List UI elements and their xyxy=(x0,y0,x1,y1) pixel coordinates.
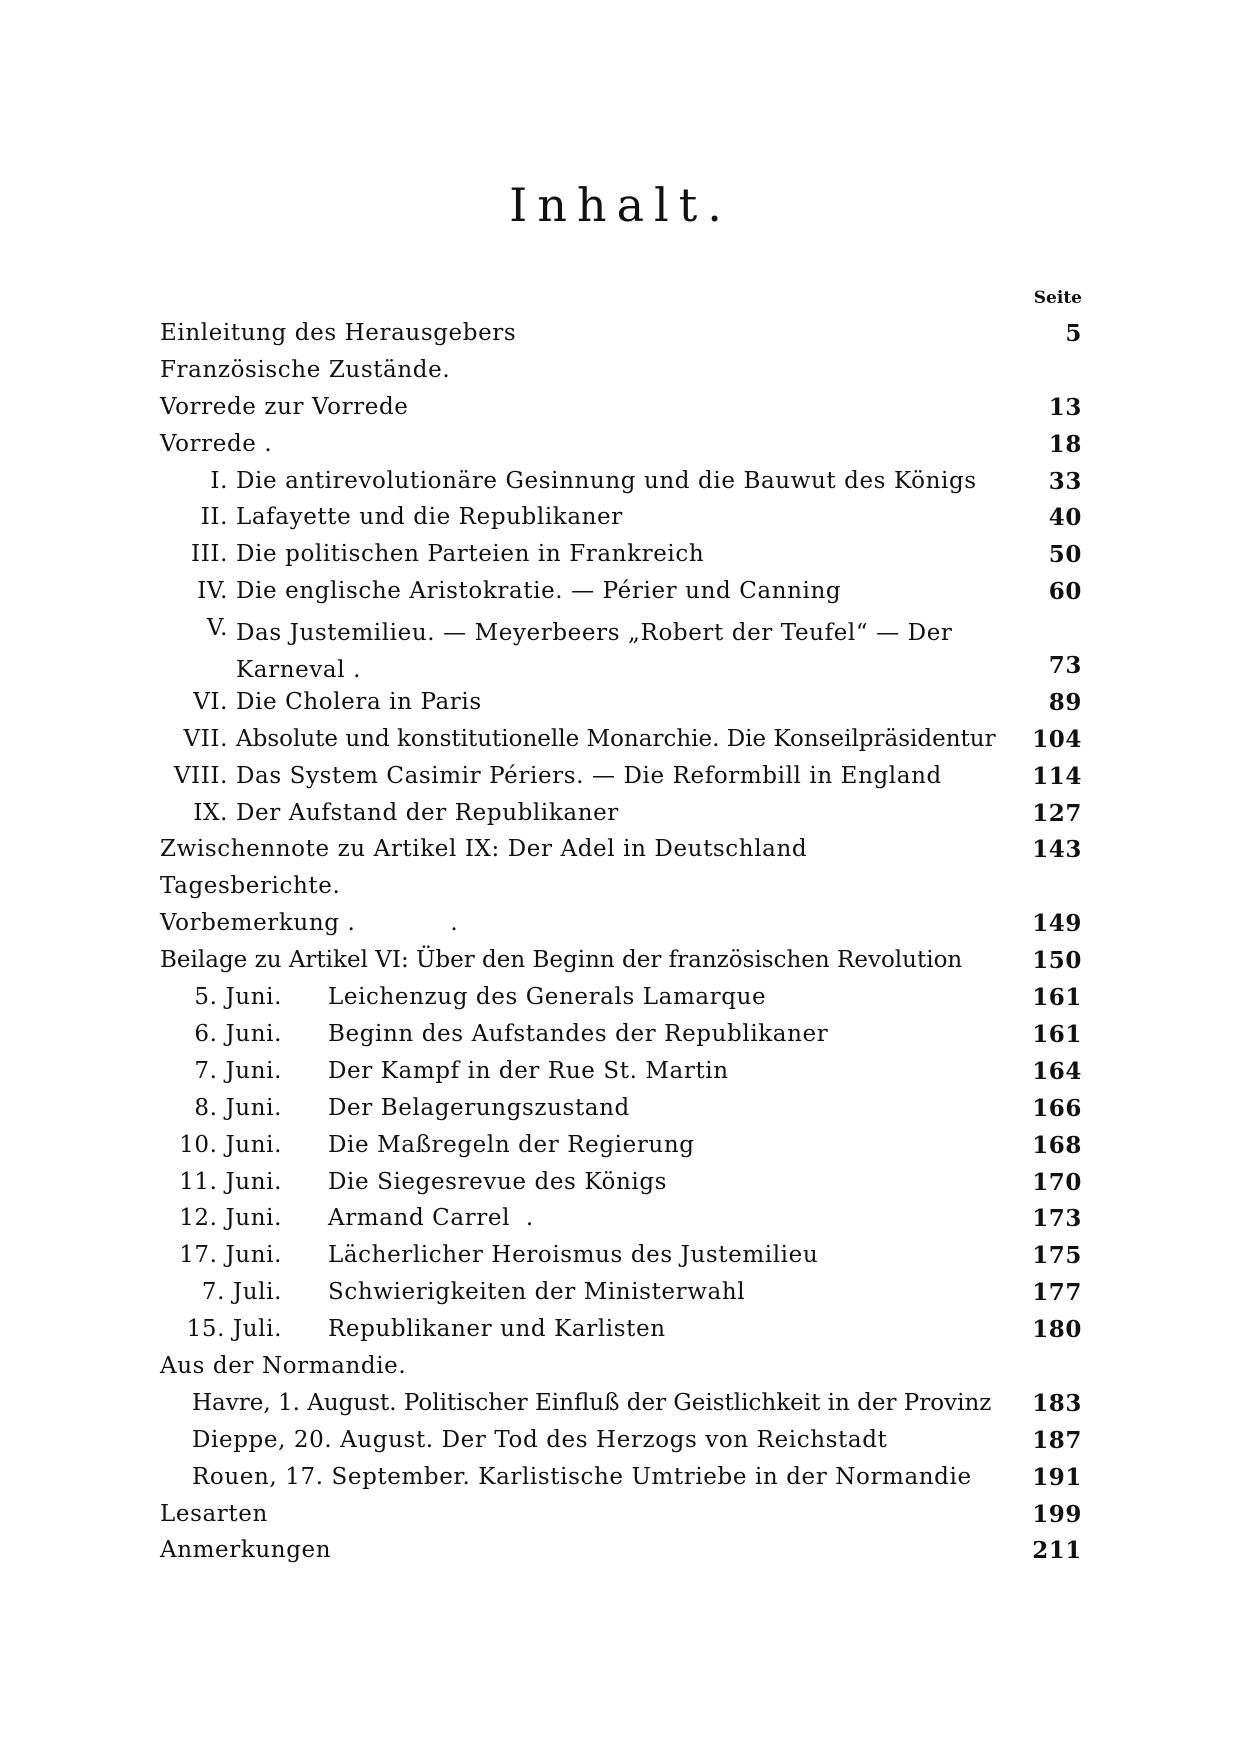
toc-entry-title: Schwierigkeiten der Ministerwahl xyxy=(328,1279,746,1306)
toc-entry xyxy=(0,1390,1241,1427)
toc-entry xyxy=(0,1427,1241,1464)
toc-entry-title: Republikaner und Karlisten xyxy=(328,1316,666,1343)
toc-section-heading xyxy=(0,357,1241,394)
toc-entry-page: 199 xyxy=(1032,1500,1082,1528)
page-title: Inhalt. xyxy=(509,178,732,232)
toc-entry xyxy=(0,1132,1241,1169)
toc-entry-page: 127 xyxy=(1032,799,1082,827)
toc-entry-date: 10. Juni. xyxy=(179,1131,282,1158)
toc-entry-date: 5. Juni. xyxy=(194,984,282,1011)
page-column-header: Seite xyxy=(1033,288,1082,308)
toc-entry-title: Vorbemerkung . . xyxy=(160,910,459,937)
toc-entry xyxy=(0,320,1241,357)
toc-entry-page: 114 xyxy=(1032,762,1082,790)
toc-entry-title: Die Maßregeln der Regierung xyxy=(328,1131,695,1158)
toc-entry xyxy=(0,836,1241,873)
toc-entry-page: 143 xyxy=(1032,836,1082,864)
toc-entry-title: Das System Casimir Périers. — Die Reformbill in England xyxy=(236,762,942,789)
toc-entry xyxy=(0,1316,1241,1353)
toc-entry-number: V. xyxy=(206,615,228,642)
toc-entry-title: Rouen, 17. September. Karlistische Umtriebe in der Normandie xyxy=(192,1463,972,1490)
toc-entry-title: Dieppe, 20. August. Der Tod des Herzogs von Reichstadt xyxy=(192,1426,888,1453)
toc-entry xyxy=(0,763,1241,800)
toc-entry-number: VIII. xyxy=(173,762,228,789)
toc-entry-date: 6. Juni. xyxy=(194,1020,282,1047)
toc-entry xyxy=(0,800,1241,837)
toc-entry xyxy=(0,1205,1241,1242)
toc-entry-number: VII. xyxy=(183,725,228,752)
toc-entry-date: 7. Juni. xyxy=(194,1057,282,1084)
toc-entry-page: 177 xyxy=(1032,1279,1082,1307)
toc-section-heading xyxy=(0,1353,1241,1390)
toc-entry-title: Die Cholera in Paris xyxy=(236,688,482,715)
toc-entry-title: Das Justemilieu. — Meyerbeers „Robert der Teufel“ — Der Karneval . xyxy=(236,620,953,684)
toc-entry-title: Einleitung des Herausgebers xyxy=(160,320,517,346)
toc-entry-date: 12. Juni. xyxy=(179,1205,282,1232)
toc-entry-page: 104 xyxy=(1032,725,1082,753)
toc-entry-page: 173 xyxy=(1032,1205,1082,1233)
toc-section-heading xyxy=(0,873,1241,910)
toc-entry-title: Anmerkungen xyxy=(160,1537,332,1564)
toc-entry xyxy=(0,468,1241,505)
toc-entry-number: I. xyxy=(210,467,228,494)
toc-entry xyxy=(0,1058,1241,1095)
toc-entry-title: Der Aufstand der Republikaner xyxy=(236,799,619,826)
toc-entry-title: Beilage zu Artikel VI: Über den Beginn der französischen Revolution xyxy=(160,947,963,974)
toc-entry-number: III. xyxy=(191,541,228,568)
toc-entry-date: 8. Juni. xyxy=(194,1094,282,1121)
toc-entry-title: Havre, 1. August. Politischer Einfluß der Geistlichkeit in der Provinz xyxy=(192,1389,992,1416)
toc-entry-page: 211 xyxy=(1032,1537,1082,1565)
toc-entry-page: 170 xyxy=(1032,1168,1082,1196)
toc-entry-title: Der Belagerungszustand xyxy=(328,1094,630,1121)
toc-entry-title: Beginn des Aufstandes der Republikaner xyxy=(328,1020,829,1047)
toc-entry-number: IX. xyxy=(193,799,228,826)
toc-entry-title: Lafayette und die Republikaner xyxy=(236,504,623,531)
toc-entry-title: Armand Carrel . xyxy=(328,1205,534,1232)
toc-entry-page: 168 xyxy=(1032,1131,1082,1159)
toc-entry-page: 191 xyxy=(1032,1463,1082,1491)
toc-entry-title: Lächerlicher Heroismus des Justemilieu xyxy=(328,1242,819,1269)
toc-entry xyxy=(0,1095,1241,1132)
toc-entry xyxy=(0,615,1241,689)
toc-entry xyxy=(0,1242,1241,1279)
toc-entry-title: Die antirevolutionäre Gesinnung und die Bauwut des Königs xyxy=(236,467,977,494)
toc-entry xyxy=(0,984,1241,1021)
toc-entry-title: Leichenzug des Generals Lamarque xyxy=(328,984,767,1011)
toc-entry xyxy=(0,1169,1241,1206)
toc-entry-page: 50 xyxy=(1048,541,1082,569)
toc-entry-page: 89 xyxy=(1048,688,1082,716)
toc-entry-page: 60 xyxy=(1048,578,1082,606)
toc-entry-date: 15. Juli. xyxy=(186,1316,282,1343)
toc-entry-page: 161 xyxy=(1032,1020,1082,1048)
toc-section-title: Aus der Normandie. xyxy=(160,1352,407,1379)
toc-entry-page: 161 xyxy=(1032,984,1082,1012)
toc-entry xyxy=(0,1279,1241,1316)
toc-entry-title: Der Kampf in der Rue St. Martin xyxy=(328,1057,729,1084)
toc-entry xyxy=(0,947,1241,984)
toc-entry-date: 17. Juni. xyxy=(179,1242,282,1269)
toc-entry-date: 11. Juni. xyxy=(179,1168,282,1195)
toc-section-title: Französische Zustände. xyxy=(160,356,451,383)
toc-entry-number: II. xyxy=(200,504,228,531)
toc-entry-number: VI. xyxy=(193,688,228,715)
toc-entry-page: 40 xyxy=(1048,504,1082,532)
toc-entry-title: Die Siegesrevue des Königs xyxy=(328,1168,668,1195)
toc-entry xyxy=(0,1537,1241,1574)
toc-entry-page: 187 xyxy=(1032,1426,1082,1454)
table-of-contents xyxy=(0,320,1241,1574)
toc-entry-title: Vorrede . xyxy=(160,430,273,457)
toc-entry-page: 5 xyxy=(1065,320,1082,347)
toc-entry xyxy=(0,1021,1241,1058)
toc-entry-page: 180 xyxy=(1032,1316,1082,1344)
toc-entry-title: Vorrede zur Vorrede xyxy=(160,393,409,420)
toc-entry-title: Zwischennote zu Artikel IX: Der Adel in Deutschland xyxy=(160,836,808,863)
toc-entry xyxy=(0,394,1241,431)
toc-entry-page: 33 xyxy=(1048,467,1082,495)
toc-entry-number: IV. xyxy=(197,578,228,605)
toc-entry xyxy=(0,910,1241,947)
toc-entry-page: 183 xyxy=(1032,1389,1082,1417)
toc-entry xyxy=(0,689,1241,726)
toc-entry xyxy=(0,431,1241,468)
toc-entry xyxy=(0,726,1241,763)
toc-entry-page: 175 xyxy=(1032,1242,1082,1270)
toc-entry xyxy=(0,1464,1241,1501)
toc-entry-page: 164 xyxy=(1032,1057,1082,1085)
toc-entry-page: 13 xyxy=(1048,393,1082,421)
toc-entry-date: 7. Juli. xyxy=(201,1279,282,1306)
toc-entry-page: 150 xyxy=(1032,947,1082,975)
toc-entry xyxy=(0,578,1241,615)
toc-entry xyxy=(0,504,1241,541)
toc-entry-title: Die englische Aristokratie. — Périer und Canning xyxy=(236,578,842,605)
toc-entry xyxy=(0,541,1241,578)
toc-entry-page: 149 xyxy=(1032,910,1082,938)
toc-entry-title: Lesarten xyxy=(160,1500,268,1527)
toc-entry-page: 18 xyxy=(1048,430,1082,458)
toc-entry-page: 166 xyxy=(1032,1094,1082,1122)
toc-section-title: Tagesberichte. xyxy=(160,873,341,900)
toc-entry-title: Die politischen Parteien in Frankreich xyxy=(236,541,705,568)
toc-entry xyxy=(0,1501,1241,1538)
toc-entry-page: 73 xyxy=(1048,652,1082,680)
toc-entry-title: Absolute und konstitutionelle Monarchie. Die Konseilpräsidentur xyxy=(236,725,996,752)
